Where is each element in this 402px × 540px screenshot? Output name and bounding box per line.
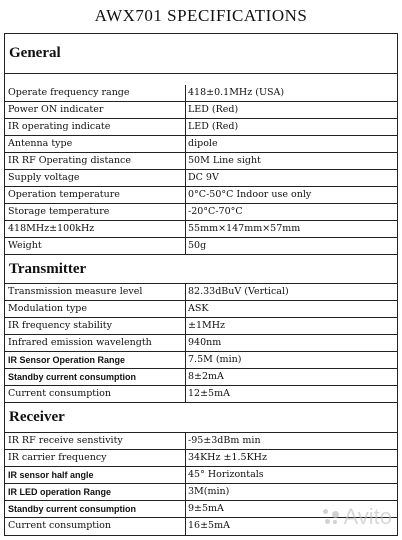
row-value: dipole [188,138,218,149]
row-value: 9±5mA [188,503,224,514]
row-value: 50M Line sight [188,155,261,166]
row-label: Operation temperature [5,187,186,203]
row-value: 0°C-50°C Indoor use only [188,189,312,200]
row-label: IR frequency stability [5,318,186,334]
watermark-dots-icon [323,509,339,525]
row-label: Supply voltage [5,170,186,186]
row-value: 418±0.1MHz (USA) [188,87,285,98]
row-value: 7.5M (min) [188,354,242,365]
row-label: Standby current consumption [5,369,186,385]
row-label: IR operating indicate [5,119,186,135]
table-row [5,204,397,221]
row-value: 82.33dBuV (Vertical) [188,286,289,297]
table-row [5,433,397,450]
row-value: LED (Red) [188,104,239,115]
row-label: Current consumption [5,518,186,535]
row-value: 55mm×147mm×57mm [188,223,301,234]
page-title: AWX701 SPECIFICATIONS [94,6,308,25]
row-label: IR RF receive senstivity [5,433,186,449]
row-value: 8±2mA [188,371,224,382]
row-label: IR LED operation Range [5,484,186,500]
table-row [5,136,397,153]
row-label: IR RF Operating distance [5,153,186,169]
table-row [5,284,397,301]
table-row [5,102,397,119]
table-row [5,301,397,318]
row-value: 45° Horizontals [188,469,264,480]
row-label: Infrared emission wavelength [5,335,186,351]
row-value: 50g [188,240,207,251]
watermark-text: Avito [343,504,392,529]
row-label: Current consumption [5,386,186,402]
row-label: Standby current consumption [5,501,186,517]
table-row [5,450,397,467]
row-label: IR Sensor Operation Range [5,352,186,368]
row-label: Storage temperature [5,204,186,220]
row-value: -95±3dBm min [188,435,261,446]
table-row [5,386,397,403]
table-row [5,369,397,386]
row-label: Antenna type [5,136,186,152]
row-value: 3M(min) [188,486,230,497]
row-label: 418MHz±100kHz [5,221,186,237]
row-value: 12±5mA [188,388,230,399]
table-row [5,187,397,204]
row-label: IR carrier frequency [5,450,186,466]
table-row [5,318,397,335]
table-row [5,85,397,102]
watermark [323,504,392,530]
row-value: 34KHz ±1.5KHz [188,452,267,463]
row-label: IR sensor half angle [5,467,186,483]
table-row [5,352,397,369]
row-label: Operate frequency range [5,85,186,101]
row-value: LED (Red) [188,121,239,132]
table-row [5,153,397,170]
spec-table [4,33,398,536]
table-row [5,170,397,187]
row-value: -20°C-70°C [188,206,243,217]
table-row [5,119,397,136]
row-label: Modulation type [5,301,186,317]
table-row [5,221,397,238]
section-general-heading: General [5,34,397,74]
row-label: Transmission measure level [5,284,186,300]
row-value: ASK [188,303,209,314]
row-value: ±1MHz [188,320,226,331]
section-receiver-heading: Receiver [5,403,397,433]
table-row [5,467,397,484]
table-row [5,238,397,255]
row-value: 940nm [188,337,222,348]
section-transmitter-heading: Transmitter [5,255,397,284]
row-label: Weight [5,238,186,254]
row-value: 16±5mA [188,520,230,531]
row-value: DC 9V [188,172,219,183]
table-row [5,484,397,501]
table-row [5,335,397,352]
row-label: Power ON indicater [5,102,186,118]
